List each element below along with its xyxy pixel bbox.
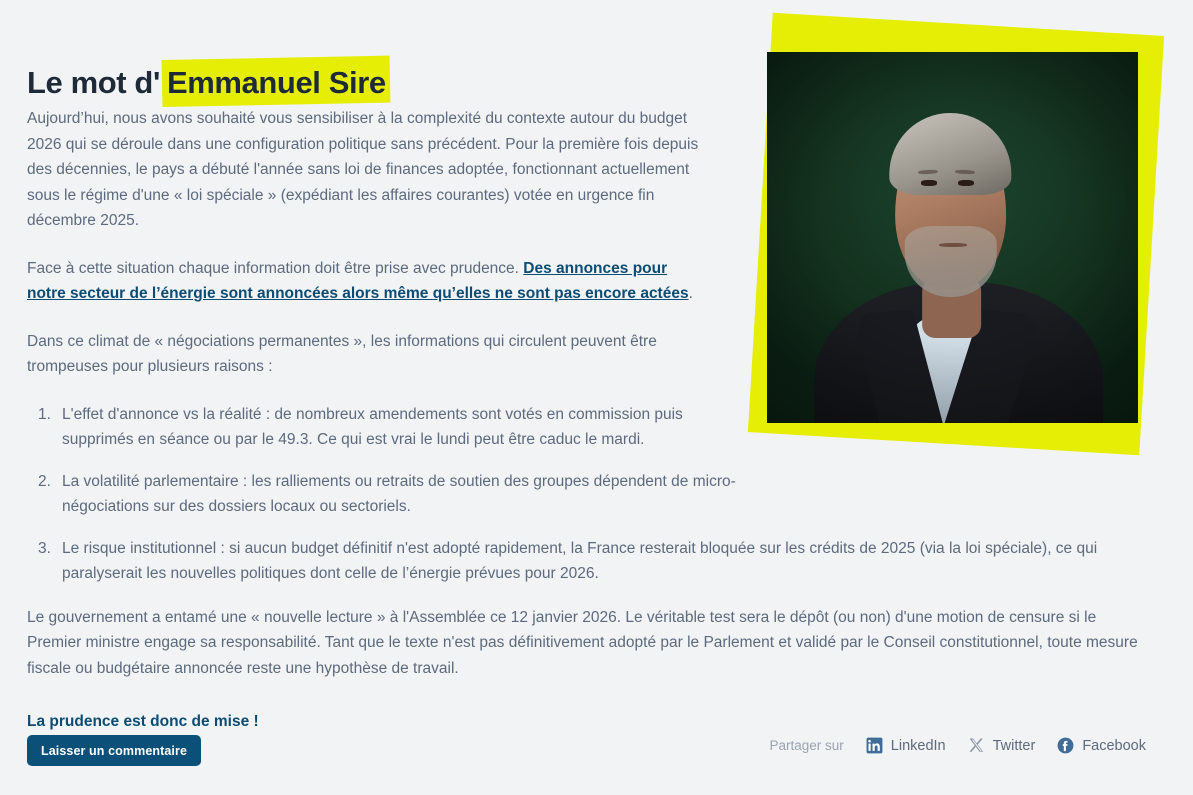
- paragraph-3: Dans ce climat de « négociations permanentes », les informations qui circulent peuvent être trompeuses pour plusieurs raisons :: [27, 332, 657, 375]
- closing-statement: La prudence est donc de mise !: [27, 713, 259, 730]
- portrait-composition: [742, 8, 1182, 478]
- share-linkedin-label: LinkedIn: [890, 737, 946, 754]
- page-title: [27, 65, 390, 101]
- announcement-link[interactable]: Des annonces pour notre secteur de l’énergie sont annoncées alors même qu’elles ne sont pas encore actées: [27, 259, 689, 302]
- page-title-prefix: Le mot d': [27, 64, 160, 100]
- linkedin-icon: [866, 737, 883, 754]
- share-twitter[interactable]: [968, 737, 1036, 754]
- page-title-highlight: [162, 65, 390, 101]
- share-facebook-label: Facebook: [1082, 737, 1146, 754]
- paragraph-2-lead: Face à cette situation chaque information doit être prise avec prudence.: [27, 259, 524, 277]
- list-item: La volatilité parlementaire : les ralliements ou retraits de soutien des groupes dépendent de micro-négociations sur des dossiers locaux ou sectoriels.: [62, 472, 736, 515]
- x-twitter-icon: [968, 737, 985, 754]
- share-linkedin[interactable]: [866, 737, 946, 754]
- photo-vignette: [767, 52, 1138, 423]
- list-item: L'effet d'annonce vs la réalité : de nombreux amendements sont votés en commission puis supprimés en séance ou par le 49.3. Ce qui est vrai le lundi peut être caduc le mardi.: [62, 405, 683, 448]
- share-twitter-label: Twitter: [992, 737, 1036, 754]
- list-item: Le risque institutionnel : si aucun budget définitif n'est adopté rapidement, la France resterait bloquée sur les crédits de 2025 (via la loi spéciale), ce qui paralyserait les nouvelles politiques dont celle de l’énergie prévues pour 2026.: [62, 539, 1098, 582]
- paragraph-2-tail: .: [688, 285, 693, 302]
- leave-comment-button[interactable]: Laisser un commentaire: [27, 735, 201, 766]
- paragraph-1: Aujourd’hui, nous avons souhaité vous sensibiliser à la complexité du contexte autour du budget 2026 qui se déroule dans une configuration politique sans précédent. Pour la première fois depuis des décennies, le pays a débuté l'année sans loi de finances adoptée, fonctionnant actuellement sous le régime d'une « loi spéciale » (expédiant les affaires courantes) votée en urgence fin décembre 2025.: [27, 110, 699, 229]
- portrait-photo: [767, 52, 1138, 423]
- facebook-icon: [1057, 737, 1074, 754]
- paragraph-2: [27, 256, 704, 307]
- paragraph-4: Le gouvernement a entamé une « nouvelle lecture » à l'Assemblée ce 12 janvier 2026. Le véritable test sera le dépôt (ou non) d'une motion de censure si le Premier ministre engage sa responsabilité. Tant que le texte n'est pas définitivement adopté par le Parlement et validé par le Conseil constitutionnel, toute mesure fiscale ou budgétaire annoncée reste une hypothèse de travail.: [27, 608, 1138, 677]
- reasons-list: [27, 402, 1167, 587]
- share-row: [769, 737, 1146, 754]
- share-facebook[interactable]: [1057, 737, 1146, 754]
- page-title-highlight-text: Emmanuel Sire: [166, 64, 386, 100]
- share-label: Partager sur: [769, 738, 844, 753]
